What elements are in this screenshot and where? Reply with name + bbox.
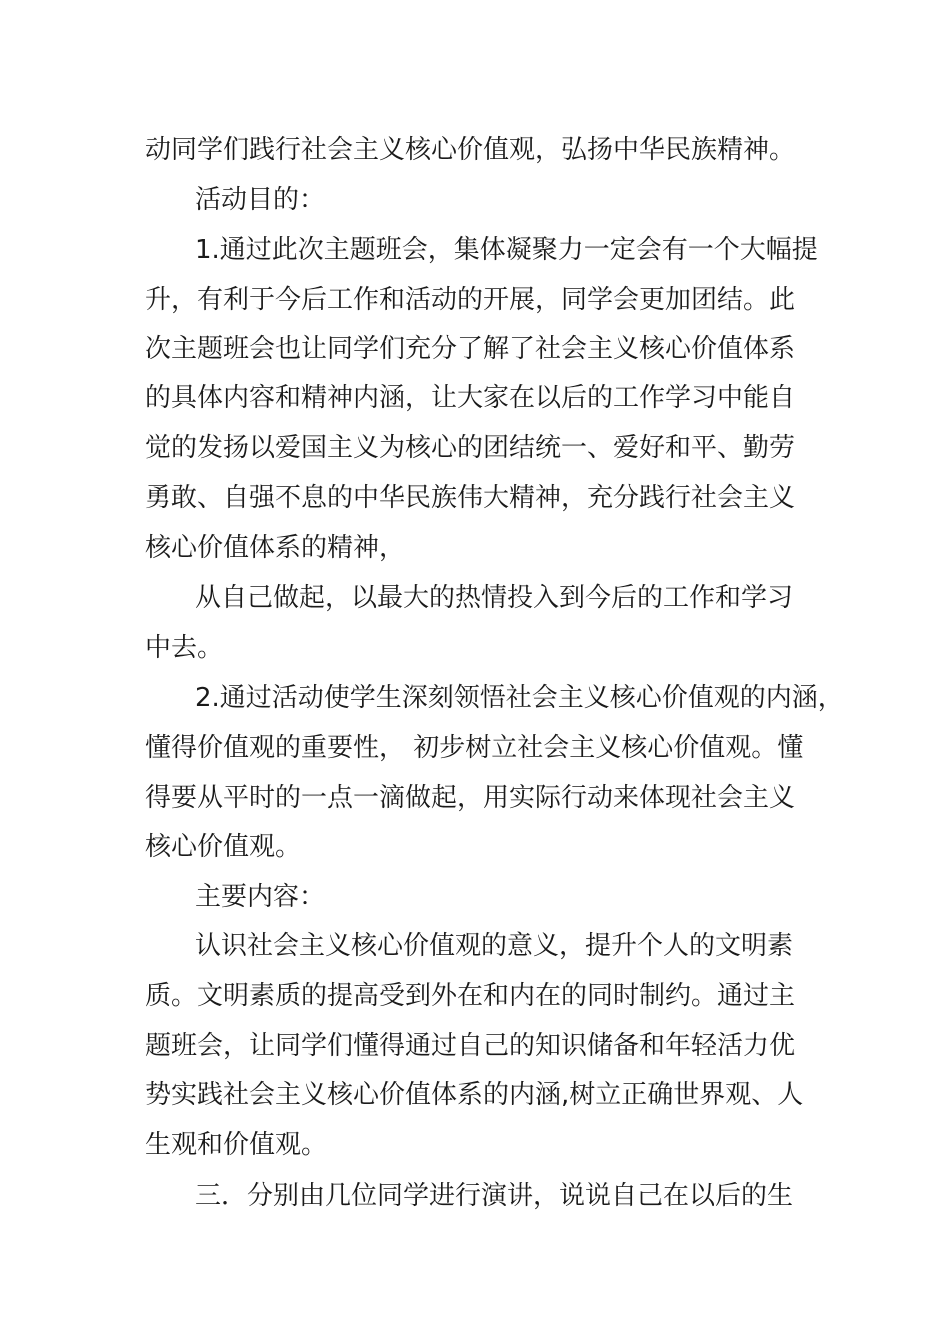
text-line-9: 核心价值体系的精神， [145, 533, 406, 563]
text-line-5: 次主题班会也让同学们充分了解了社会主义核心价值体系 [145, 334, 796, 364]
text-line-15: 核心价值观。 [145, 832, 302, 862]
text-line-1: 动同学们践行社会主义核心价值观，弘扬中华民族精神。 [145, 135, 796, 165]
text-line-20: 势实践社会主义核心价值体系的内涵,树立正确世界观、人 [145, 1080, 804, 1110]
text-line-6: 的具体内容和精神内涵，让大家在以后的工作学习中能自 [145, 383, 796, 413]
text-line-17: 认识社会主义核心价值观的意义，提升个人的文明素 [195, 931, 794, 961]
text-line-8: 勇敢、自强不息的中华民族伟大精神，充分践行社会主义 [145, 483, 796, 513]
text-line-14: 得要从平时的一点一滴做起，用实际行动来体现社会主义 [145, 783, 796, 813]
text-line-7: 觉的发扬以爱国主义为核心的团结统一、爱好和平、勤劳 [145, 433, 796, 463]
text-line-18: 质。文明素质的提高受到外在和内在的同时制约。通过主 [145, 981, 796, 1011]
text-line-11: 中去。 [145, 633, 224, 663]
text-line-10: 从自己做起，以最大的热情投入到今后的工作和学习 [195, 583, 794, 613]
text-line-21: 生观和价值观。 [145, 1130, 328, 1160]
heading-main-content: 主要内容： [195, 882, 326, 912]
text-line-22: 三．分别由几位同学进行演讲，说说自己在以后的生 [195, 1181, 794, 1211]
text-line-19: 题班会，让同学们懂得通过自己的知识储备和年轻活力优 [145, 1031, 796, 1061]
heading-activity-purpose: 活动目的： [195, 185, 326, 215]
text-line-13: 懂得价值观的重要性， 初步树立社会主义核心价值观。懂 [145, 733, 804, 763]
text-line-3: 1.通过此次主题班会，集体凝聚力一定会有一个大幅提 [195, 235, 818, 265]
text-line-12: 2.通过活动使学生深刻领悟社会主义核心价值观的内涵， [195, 683, 844, 713]
text-line-4: 升，有利于今后工作和活动的开展，同学会更加团结。此 [145, 285, 796, 315]
